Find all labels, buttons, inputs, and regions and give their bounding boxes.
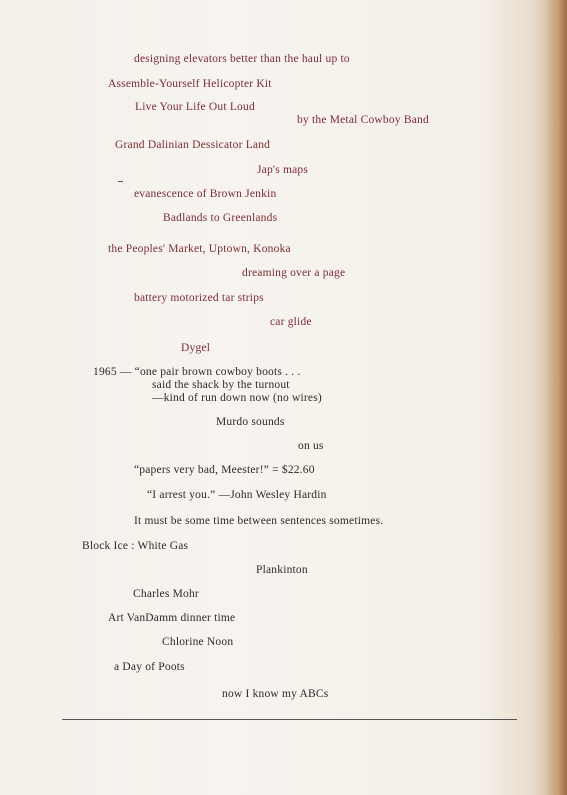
poem-line-16: —kind of run down now (no wires) — [152, 392, 322, 404]
poem-line-5: Grand Dalinian Dessicator Land — [115, 139, 271, 151]
poem-line-22: Block Ice : White Gas — [82, 540, 189, 552]
poem-line-12: car glide — [270, 316, 312, 328]
poem-line-21: It must be some time between sentences sometimes. — [134, 515, 384, 527]
poem-line-10: dreaming over a page — [242, 267, 346, 279]
horizontal-rule — [62, 719, 517, 720]
poem-line-24: Charles Mohr — [133, 588, 199, 600]
poem-line-13: Dygel — [181, 342, 211, 354]
poem-line-7: evanescence of Brown Jenkin — [134, 188, 277, 200]
poem-line-4: by the Metal Cowboy Band — [297, 114, 429, 126]
poem-line-15: said the shack by the turnout — [152, 379, 290, 391]
poem-line-26: Chlorine Noon — [162, 636, 234, 648]
dash-mark — [118, 181, 123, 182]
poem-line-19: “papers very bad, Meester!” = $22.60 — [134, 464, 315, 476]
poem-line-6: Jap's maps — [257, 164, 309, 176]
poem-line-23: Plankinton — [256, 564, 308, 576]
page-edge-shadow — [545, 0, 567, 795]
poem-line-14: 1965 — “one pair brown cowboy boots . . . — [93, 366, 301, 378]
poem-line-3: Live Your Life Out Loud — [135, 101, 255, 113]
poem-line-28: now I know my ABCs — [222, 688, 329, 700]
poem-line-11: battery motorized tar strips — [134, 292, 264, 304]
poem-line-27: a Day of Poots — [114, 661, 185, 673]
poem-line-18: on us — [298, 440, 324, 452]
poem-line-17: Murdo sounds — [216, 416, 285, 428]
poem-line-25: Art VanDamm dinner time — [108, 612, 236, 624]
poem-line-20: “I arrest you.” —John Wesley Hardin — [147, 489, 327, 501]
poem-line-1: designing elevators better than the haul up to — [134, 53, 350, 65]
poem-line-9: the Peoples' Market, Uptown, Konoka — [108, 243, 291, 255]
poem-line-8: Badlands to Greenlands — [163, 212, 278, 224]
poem-line-2: Assemble-Yourself Helicopter Kit — [108, 78, 272, 90]
